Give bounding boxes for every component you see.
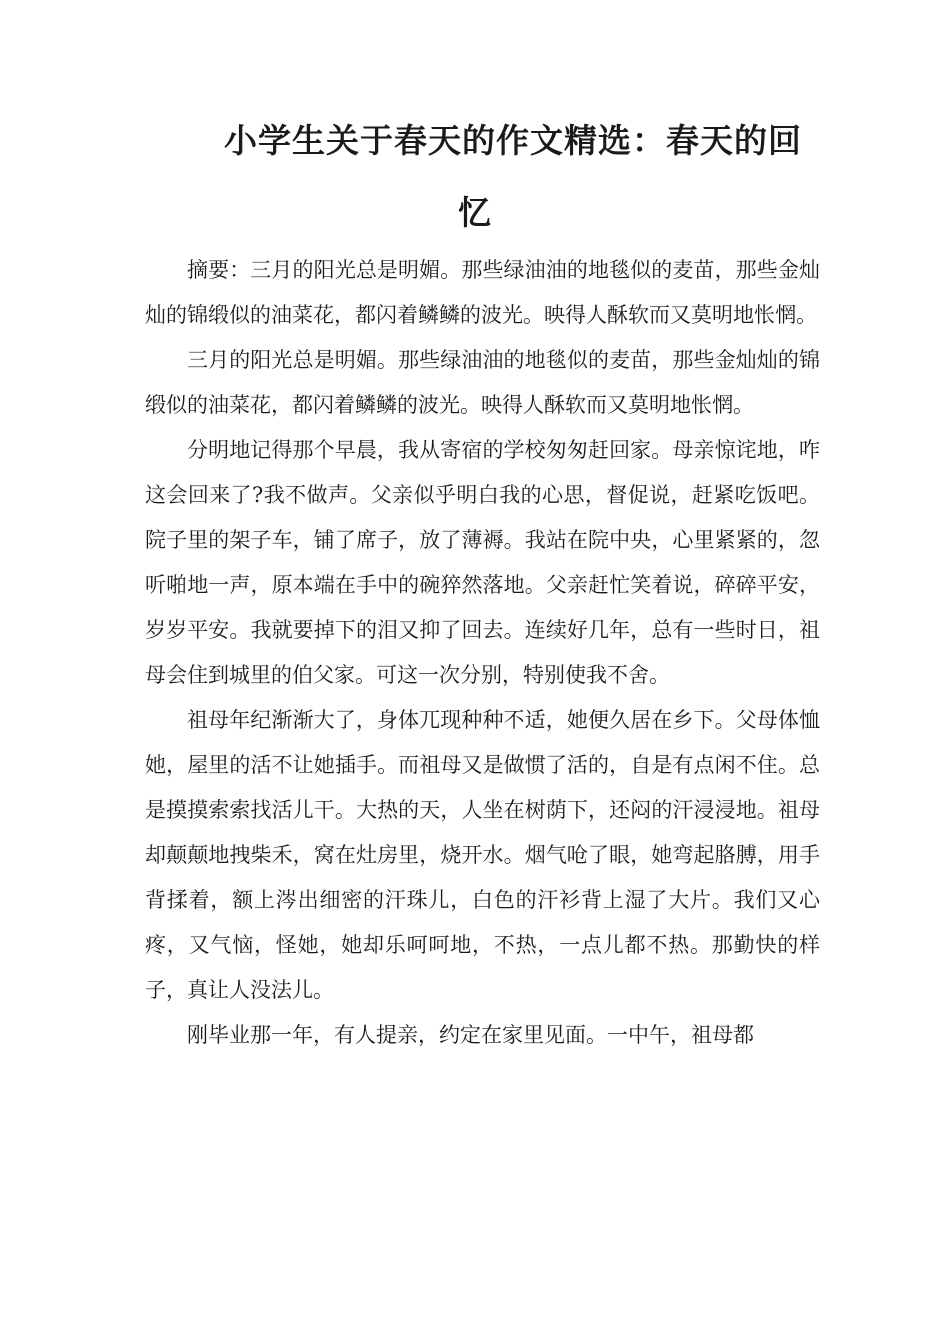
body-paragraph: 刚毕业那一年，有人提亲，约定在家里见面。一中午，祖母都 xyxy=(187,1023,754,1047)
document-title-line2: 忆 xyxy=(458,193,492,232)
body-paragraph: 分明地记得那个早晨，我从寄宿的学校匆匆赶回家。母亲惊诧地，咋这会回来了?我不做声。父亲似乎明白我的心思，督促说，赶紧吃饭吧。院子里的架子车，铺了席子，放了薄褥。我站在院中央，心里紧紧的，忽听啪地一声，原本端在手中的碗猝然落地。父亲赶忙笑着说，碎碎平安，岁岁平安。我就要掉下的泪又抑了回去。连续好几年，总有一些时日，祖母会住到城里的伯父家。可这一次分别，特别使我不舍。 xyxy=(145,438,820,687)
body-paragraph: 祖母年纪渐渐大了，身体兀现种种不适，她便久居在乡下。父母体恤她，屋里的活不让她插手。而祖母又是做惯了活的，自是有点闲不住。总是摸摸索索找活儿干。大热的天，人坐在树荫下，还闷的汗浸浸地。祖母却颠颠地拽柴禾，窝在灶房里，烧开水。烟气呛了眼，她弯起胳膊，用手背揉着，额上涔出细密的汗珠儿，白色的汗衫背上湿了大片。我们又心疼，又气恼，怪她，她却乐呵呵地，不热，一点儿都不热。那勤快的样子，真让人没法儿。 xyxy=(145,708,820,1002)
document-body xyxy=(145,248,820,1058)
abstract-paragraph: 摘要：三月的阳光总是明媚。那些绿油油的地毯似的麦苗，那些金灿灿的锦缎似的油菜花，都闪着鳞鳞的波光。映得人酥软而又莫明地怅惘。 xyxy=(145,258,820,327)
body-paragraph: 三月的阳光总是明媚。那些绿油油的地毯似的麦苗，那些金灿灿的锦缎似的油菜花，都闪着鳞鳞的波光。映得人酥软而又莫明地怅惘。 xyxy=(145,348,820,417)
document-title-line1: 小学生关于春天的作文精选：春天的回 xyxy=(224,121,802,160)
